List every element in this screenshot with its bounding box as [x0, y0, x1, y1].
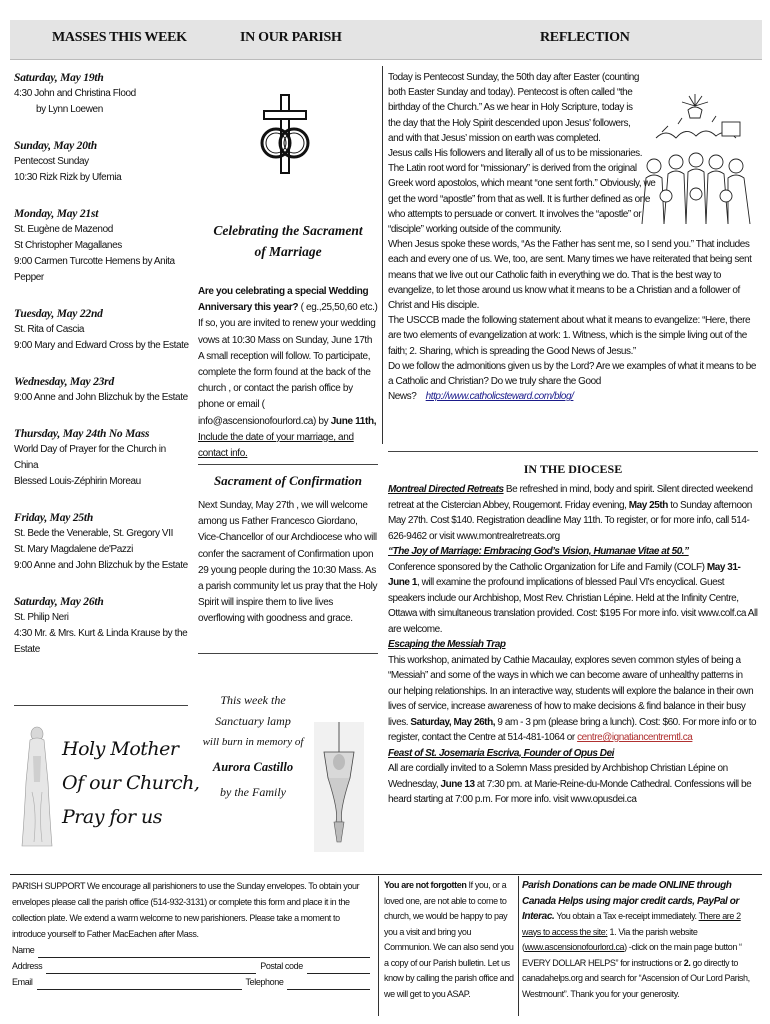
- reflection-text: Today is Pentecost Sunday, the 50th day after Easter (counting both Easter Sunday and today). Pentecost is often called “the birthday of the Church.” As we hear in Holy Scripture, today is the day that the Holy Spirit descended upon Jesus’ followers, and with that Jesus’ mission on earth was completed. Jesus calls His followers and literally all of us to be missionaries. The Latin root word for “missionary” is derived from the original Greek word apostolos, which meant “one sent forth.” Obviously, we get the word “apostle” from that as well. It is further defined as one who attempts to persuade or convert. It involves the “apostle” or “disciple” working outside of the community. When Jesus spoke these words, “As the Father has sent me, so I send you.” That includes each and every one of us. We, too, are sent. Many times we have reiterated that being sent means that we live out our Catholic faith in everything we do. That is the best way to evangelize, to let those around us know what it means to be a Christian and a follower of Christ and His disciple. The USCCB made the following statement about what it means to evangelize: “Here, there are two elements of evangelization at work: 1. Witness, which is the simple living out of the faith; 2. Sharing, which is spreading the Good News of Jesus.” Do we follow the admonitions given us by the Lord? Are we examples of what it means to be a Catholic and Christian? Do we truly share the Good News? http://www.catholicsteward.com/blog/: [388, 72, 756, 403]
- confirmation-text: Next Sunday, May 27th , we will welcome among us Father Francesco Giordano, Vice-Chancellor of our Archdiocese who will confer the sacrament of Confirmation upon 29 young people during the 10:30 Mass. As a parish community let us pray that the Holy Spirit will inspire them to live lives overflowing with goodness and grace.: [198, 500, 378, 625]
- parish-divider-1: [198, 464, 378, 465]
- mass-day-heading: Saturday, May 26th: [14, 596, 104, 608]
- masses-divider: [14, 705, 188, 706]
- telephone-field[interactable]: [287, 979, 370, 990]
- mass-intention-line: 10:30 Rizk Rizk by Ufemia: [14, 172, 122, 183]
- footer-divider: [10, 874, 762, 875]
- mass-day-heading: Friday, May 25th: [14, 512, 94, 524]
- address-field[interactable]: [46, 963, 256, 974]
- wedding-rings-cross-icon: [256, 93, 314, 177]
- holy-mother-prayer: Holy Mother Of our Church, Pray for us: [62, 738, 200, 828]
- mass-day-heading: Tuesday, May 22nd: [14, 308, 103, 320]
- parish-support-text: PARISH SUPPORT We encourage all parishioners to use the Sunday envelopes. To obtain your envelopes please call the parish office (514-932-3131) or complete this form and place it in the collection plate. We extend a warm welcome to new parishioners. Please take a moment to introduce yourself to Father MacEachen after Mass.: [12, 881, 360, 939]
- mass-intention-line: Pentecost Sunday: [14, 156, 89, 167]
- mass-day-heading: Monday, May 21st: [14, 208, 99, 220]
- footer-divider-1: [378, 876, 379, 1016]
- diocese-section: [388, 460, 758, 808]
- masses-header: MASSES THIS WEEK: [52, 30, 187, 45]
- not-forgotten-notice: You are not forgotten If you, or a loved one, are not able to come to church, we would be happy to pay you a visit and bring you Communion. We can also send you a copy of our Parish bulletin. Let us know by calling the parish office and we will get to you ASAP.: [384, 880, 514, 999]
- mass-day-heading: Saturday, May 19th: [14, 72, 104, 84]
- postal-code-field[interactable]: [307, 963, 370, 974]
- mass-intention-line: 9:00 Anne and John Blizchuk by the Estate: [14, 560, 188, 571]
- messiah-trap-text: This workshop, animated by Cathie Macaulay, explores seven common styles of being a “Messiah” and some of the ways in which we can become aware of unhealthy patterns in our helping relationships. In an interactive way, students will explore the balance in their own lives of service, increase awareness of how to make decisions & find balance in their busy lives. Saturday, May 26th, 9 am - 3 pm (please bring a lunch). Cost: $60. For more info or to register, contact the Centre at 514-481-1064 or centre@ignatiancentremtl.ca: [388, 654, 757, 743]
- masses-list: [14, 70, 192, 658]
- mass-day-heading: Thursday, May 24th No Mass: [14, 428, 150, 440]
- mass-day-heading: Sunday, May 20th: [14, 140, 97, 152]
- mass-intention-line: St. Bede the Venerable, St. Gregory VII: [14, 528, 173, 539]
- mass-intention-line: 4:30 Mr. & Mrs. Kurt & Linda Krause by the Estate: [14, 628, 188, 655]
- parish-divider-2: [198, 653, 378, 654]
- virgin-mary-icon: [20, 722, 54, 850]
- name-field[interactable]: [38, 947, 370, 958]
- footer-divider-2: [518, 876, 519, 1016]
- section-header-bar: [10, 20, 762, 60]
- opus-dei-text: All are cordially invited to a Solemn Mass presided by Archbishop Christian Lépine on Wednesday, June 13 at 7:30 pm. at Marie-Reine-du-Monde Cathedral. Confessions will be heard starting at 7:00 p.m. For more info. visit www.opusdei.ca: [388, 763, 752, 805]
- mass-intention-line: by Lynn Loewen: [36, 104, 103, 115]
- mass-intention-line: 9:00 Anne and John Blizchuk by the Estate: [14, 392, 188, 403]
- parish-header: IN OUR PARISH: [240, 30, 342, 45]
- parish-website-link[interactable]: www.ascensionofourlord.ca: [524, 942, 625, 952]
- diocese-title: IN THE DIOCESE: [523, 462, 623, 476]
- opus-dei-title: Feast of St. Josemaria Escriva, Founder of Opus Dei: [388, 747, 615, 759]
- marriage-section: [198, 220, 378, 462]
- joy-of-marriage-title: “The Joy of Marriage: Embracing God’s Vision, Humanae Vitae at 50.”: [388, 546, 689, 557]
- retreats-item: Montreal Directed Retreats Be refreshed in mind, body and spirit. Silent directed weekend retreat at the Cistercian Abbey, Rougemont. Friday evening, May 25th to Sunday afternoon May 27th. Cost $140. Registration deadline May 11th. To register, or for more info, call 514-626-9462 or visit www.montrealretreats.org: [388, 484, 753, 542]
- mass-intention-line: St Christopher Magallanes: [14, 240, 122, 251]
- joy-of-marriage-text: Conference sponsored by the Catholic Organization for Life and Family (COLF) May 31-June 1, will examine the profound implications of blessed Paul VI's encyclical. Guest speakers include our Archbishop, Most Rev. Christian Lépine. Held at the Infinity Centre, Ottawa with simultaneous translation provided. Cost: $195 For more info. visit www.colf.ca All are welcome.: [388, 561, 758, 635]
- messiah-trap-title: Escaping the Messiah Trap: [388, 639, 506, 650]
- mass-intention-line: St. Eugène de Mazenod: [14, 224, 113, 235]
- column-divider: [382, 66, 383, 444]
- email-field[interactable]: [37, 979, 242, 990]
- catholic-steward-link[interactable]: http://www.catholicsteward.com/blog/: [425, 391, 574, 403]
- online-donations-notice: Parish Donations can be made ONLINE through Canada Helps using major credit cards, PayPal or Interac. You obtain a Tax e-receipt immediately. There are 2 ways to access the site: 1. Via the parish website (www.ascensionofourlord.ca) -click on the main page button “ EVERY DOLLAR HELPS” for instructions or 2. go directly to canadahelps.org and search for “Ascension of Our Lord Parish, Westmount”. Thank you for your generosity.: [522, 880, 750, 999]
- mass-intention-line: St. Rita of Cascia: [14, 324, 85, 335]
- reflection-divider: [388, 451, 758, 452]
- parish-support-form: PARISH SUPPORT We encourage all parishioners to use the Sunday envelopes. To obtain your envelopes please call the parish office (514-932-3131) or complete this form and place it in the collection plate. We extend a warm welcome to new parishioners. Please take a moment to introduce yourself to Father MacEachen after Mass. Name Address Postal code Email Telephone: [12, 878, 374, 990]
- confirmation-section: [198, 472, 378, 628]
- sanctuary-lamp-notice: This week the Sanctuary lamp will burn in memory of Aurora Castillo by the Family: [202, 693, 304, 799]
- marriage-title: Celebrating the Sacrament of Marriage: [213, 223, 363, 259]
- sanctuary-lamp-icon: [314, 722, 364, 852]
- mass-intention-line: St. Mary Magdalene de'Pazzi: [14, 544, 133, 555]
- mass-intention-line: Blessed Louis-Zéphirin Moreau: [14, 476, 141, 487]
- mass-intention-line: 4:30 John and Christina Flood: [14, 88, 136, 99]
- confirmation-title: Sacrament of Confirmation: [213, 473, 363, 488]
- mass-day-heading: Wednesday, May 23rd: [14, 376, 115, 388]
- mass-intention-line: St. Philip Neri: [14, 612, 69, 623]
- marriage-text: Are you celebrating a special Wedding Anniversary this year? ( eg.,25,50,60 etc.) If so, you are invited to renew your wedding vows at 10:30 Mass on Sunday, June 17th A small reception will follow. To participate, complete the form found at the back of the church , or contact the parish office by phone or email ( info@ascensionofourlord.ca) by June 11th, Include the date of your marriage, and contact info.: [198, 286, 378, 460]
- mass-intention-line: World Day of Prayer for the Church in China: [14, 444, 166, 471]
- mass-intention-line: 9:00 Mary and Edward Cross by the Estate: [14, 340, 189, 351]
- ignatian-centre-email-link[interactable]: centre@ignatiancentremtl.ca: [577, 732, 693, 743]
- reflection-header: REFLECTION: [540, 30, 630, 45]
- mass-intention-line: 9:00 Carmen Turcotte Hemens by Anita Pepper: [14, 256, 175, 283]
